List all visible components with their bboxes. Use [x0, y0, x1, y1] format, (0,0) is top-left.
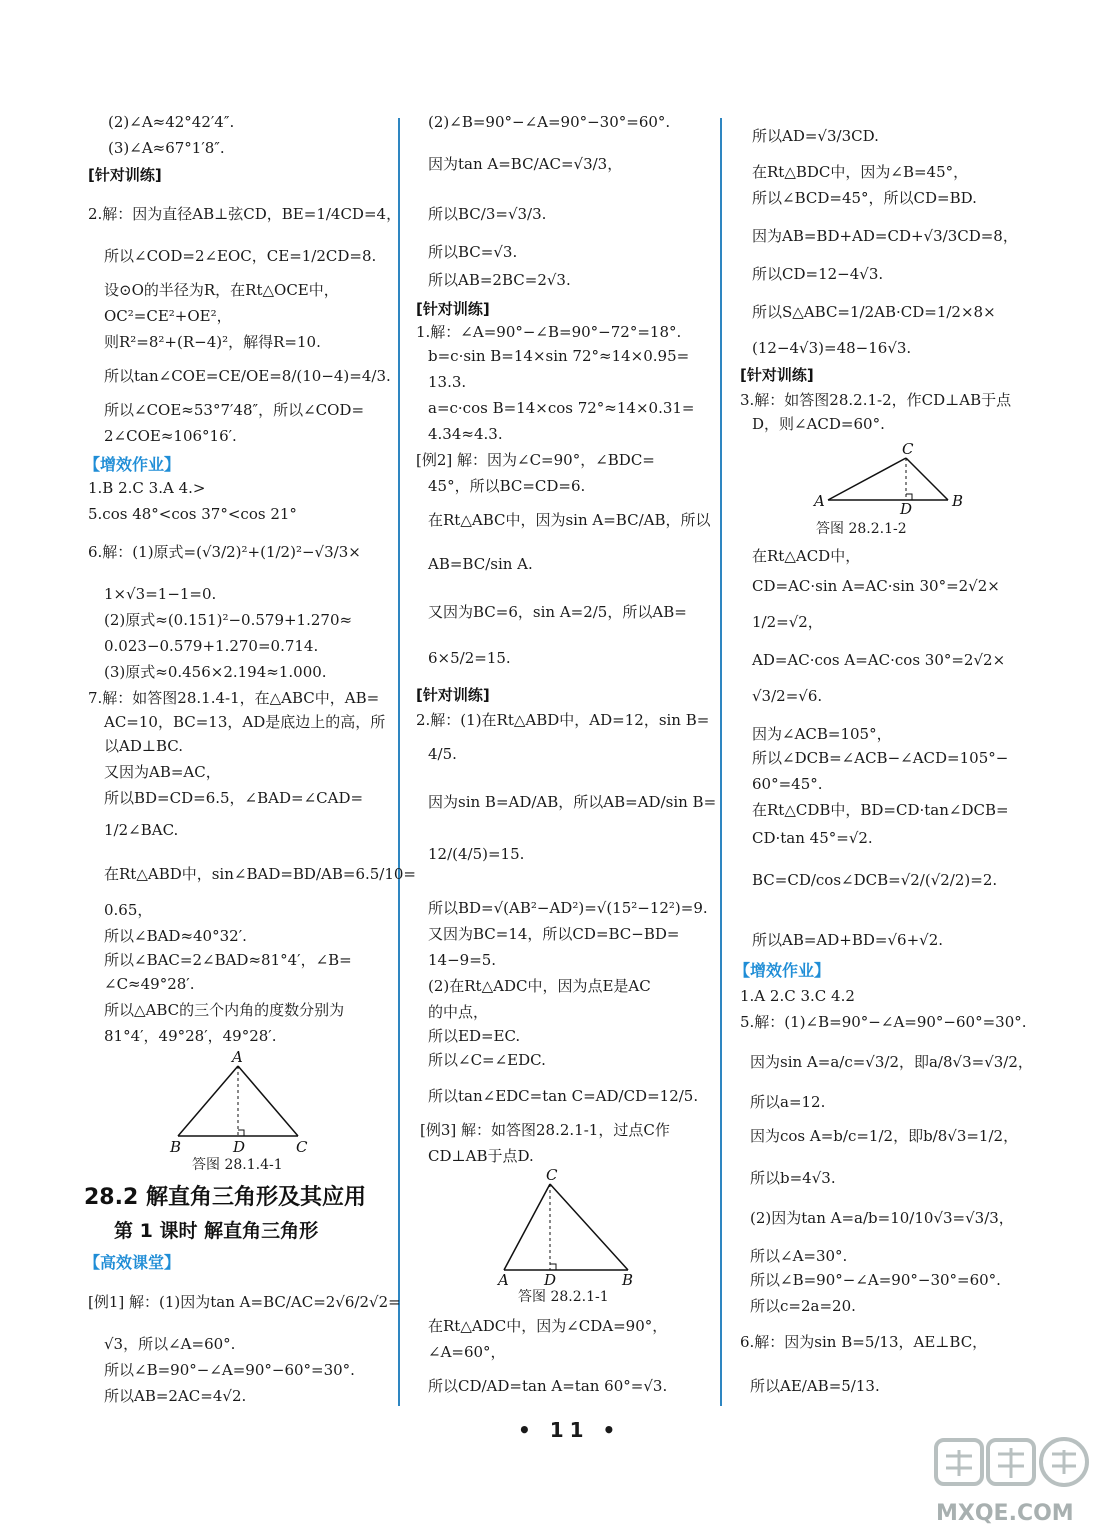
text-line: 60°=45°. [752, 775, 823, 793]
text-line: √3/2=√6. [752, 687, 823, 705]
text-line: 1.B 2.C 3.A 4.> [88, 479, 206, 497]
text-line: 所以CD/AD=tan A=tan 60°=√3. [428, 1377, 668, 1395]
text-line: (2)∠A≈42°42′4″. [108, 113, 235, 131]
text-line: 6.解：(1)原式=(√3/2)²+(1/2)²−√3/3× [88, 543, 361, 561]
triangle-figure [496, 1166, 646, 1289]
text-line: b=c·sin B=14×sin 72°≈14×0.95= [428, 347, 690, 365]
text-line: CD=AC·sin A=AC·sin 30°=2√2× [752, 577, 1000, 595]
section-tag: [针对训练] [416, 300, 490, 318]
text-line: 以AD⊥BC. [104, 737, 183, 755]
text-line: 13.3. [428, 373, 467, 391]
text-line: 2∠COE≈106°16′. [104, 427, 237, 445]
lesson-title: 第 1 课时 解直角三角形 [114, 1220, 319, 1242]
text-line: (2)原式≈(0.151)²−0.579+1.270≈ [104, 611, 353, 629]
text-line: (2)因为tan A=a/b=10/10√3=√3/3， [750, 1209, 1014, 1227]
text-line: 所以AB=2AC=4√2. [104, 1387, 247, 1405]
text-line: 又因为AB=AC， [104, 763, 221, 781]
text-line: √3，所以∠A=60°. [104, 1335, 236, 1353]
section-tag: [针对训练] [740, 366, 814, 384]
text-line: 在Rt△ACD中， [752, 547, 861, 565]
text-line: (12−4√3)=48−16√3. [752, 339, 912, 357]
text-line: 在Rt△ADC中，因为∠CDA=90°， [428, 1317, 668, 1335]
vertex-label: B [170, 1138, 182, 1156]
vertex-label: D [900, 500, 913, 518]
text-line: 在Rt△BDC中，因为∠B=45°， [752, 163, 969, 181]
text-line: 81°4′，49°28′，49°28′. [104, 1027, 277, 1045]
triangle-figure [814, 440, 974, 518]
text-line: 因为sin B=AD/AB，所以AB=AD/sin B= [428, 793, 717, 811]
text-line: (3)原式≈0.456×2.194≈1.000. [104, 663, 327, 681]
text-line: 4/5. [428, 745, 457, 763]
text-line: 所以∠BCD=45°，所以CD=BD. [752, 189, 977, 207]
text-line: 所以∠COE≈53°7′48″，所以∠COD= [104, 401, 365, 419]
text-line: OC²=CE²+OE²， [104, 307, 232, 325]
section-title: 28.2 解直角三角形及其应用 [84, 1185, 366, 1210]
text-line: 所以∠BAD≈40°32′. [104, 927, 247, 945]
text-line: 所以S△ABC=1/2AB·CD=1/2×8× [752, 303, 996, 321]
text-line: 因为∠ACB=105°， [752, 725, 892, 743]
vertex-label: D [544, 1271, 557, 1289]
text-line: 所以AB=2BC=2√3. [428, 271, 571, 289]
vertex-label: A [814, 492, 825, 510]
section-tag: 【高效课堂】 [84, 1253, 181, 1272]
figure-caption: 答图 28.2.1-1 [518, 1289, 609, 1305]
text-line: AB=BC/sin A. [428, 555, 533, 573]
text-line: 所以BC=√3. [428, 243, 518, 261]
text-line: 0.023−0.579+1.270=0.714. [104, 637, 319, 655]
text-line: 所以tan∠COE=CE/OE=8/(10−4)=4/3. [104, 367, 391, 385]
figure-caption: 答图 28.2.1-2 [816, 521, 907, 537]
text-line: 因为sin A=a/c=√3/2，即a/8√3=√3/2， [750, 1053, 1033, 1071]
vertex-label: B [952, 492, 964, 510]
text-line: 又因为BC=6，sin A=2/5，所以AB= [428, 603, 687, 621]
text-line: 所以b=4√3. [750, 1169, 836, 1187]
text-line: [例2] 解：因为∠C=90°，∠BDC= [416, 451, 655, 469]
column-divider-right [720, 118, 722, 1406]
text-line: 则R²=8²+(R−4)²，解得R=10. [104, 333, 321, 351]
text-line: 所以AD=√3/3CD. [752, 127, 879, 145]
text-line: 3.解：如答图28.2.1-2，作CD⊥AB于点 [740, 391, 1012, 409]
text-line: 的中点， [428, 1003, 489, 1021]
text-line: 0.65， [104, 901, 153, 919]
text-line: CD⊥AB于点D. [428, 1147, 534, 1165]
text-line: 因为cos A=b/c=1/2，即b/8√3=1/2， [750, 1127, 1019, 1145]
text-line: D，则∠ACD=60°. [752, 415, 885, 433]
vertex-label: C [546, 1166, 558, 1184]
text-line: 1.解：∠A=90°−∠B=90°−72°=18°. [416, 323, 682, 341]
text-line: 所以AE/AB=5/13. [750, 1377, 880, 1395]
vertex-label: A [232, 1048, 243, 1066]
text-line: a=c·cos B=14×cos 72°≈14×0.31= [428, 399, 695, 417]
text-line: (2)∠B=90°−∠A=90°−30°=60°. [428, 113, 671, 131]
text-line: 2.解：因为直径AB⊥弦CD，BE=1/4CD=4， [88, 205, 402, 223]
text-line: CD·tan 45°=√2. [752, 829, 873, 847]
text-line: 所以BC/3=√3/3. [428, 205, 547, 223]
text-line: 所以CD=12−4√3. [752, 265, 884, 283]
text-line: 7.解：如答图28.1.4-1，在△ABC中，AB= [88, 689, 380, 707]
text-line: 所以∠B=90°−∠A=90°−60°=30°. [104, 1361, 355, 1379]
text-line: 所以ED=EC. [428, 1027, 521, 1045]
section-tag: 【增效作业】 [734, 961, 831, 980]
text-line: 因为AB=BD+AD=CD+√3/3CD=8， [752, 227, 1018, 245]
text-line: 5.解：(1)∠B=90°−∠A=90°−60°=30°. [740, 1013, 1027, 1031]
text-line: 12/(4/5)=15. [428, 845, 525, 863]
text-line: 所以△ABC的三个内角的度数分别为 [104, 1001, 345, 1019]
text-line: 1×√3=1−1=0. [104, 585, 217, 603]
text-line: 45°，所以BC=CD=6. [428, 477, 586, 495]
text-line: 在Rt△ABC中，因为sin A=BC/AB，所以 [428, 511, 711, 529]
text-line: 在Rt△ABD中，sin∠BAD=BD/AB=6.5/10= [104, 865, 417, 883]
text-line: 14−9=5. [428, 951, 497, 969]
text-line: 4.34≈4.3. [428, 425, 503, 443]
figure-caption: 答图 28.1.4-1 [192, 1157, 283, 1173]
text-line: ∠C≈49°28′. [104, 975, 195, 993]
text-line: BC=CD/cos∠DCB=√2/(√2/2)=2. [752, 871, 998, 889]
text-line: 所以∠B=90°−∠A=90°−30°=60°. [750, 1271, 1001, 1289]
text-line: 6.解：因为sin B=5/13，AE⊥BC， [740, 1333, 988, 1351]
text-line: 在Rt△CDB中，BD=CD·tan∠DCB= [752, 801, 1009, 819]
text-line: [例1] 解：(1)因为tan A=BC/AC=2√6/2√2= [88, 1293, 401, 1311]
text-line: AD=AC·cos A=AC·cos 30°=2√2× [752, 651, 1006, 669]
text-line: 所以c=2a=20. [750, 1297, 856, 1315]
text-line: 因为tan A=BC/AC=√3/3， [428, 155, 623, 173]
page-number: • 11 • [518, 1418, 622, 1442]
text-line: 1.A 2.C 3.C 4.2 [740, 987, 855, 1005]
text-line: 又因为BC=14，所以CD=BC−BD= [428, 925, 680, 943]
column-divider-left [398, 118, 400, 1406]
text-line: 1/2∠BAC. [104, 821, 179, 839]
text-line: [例3] 解：如答图28.2.1-1，过点C作 [420, 1121, 670, 1139]
vertex-label: C [296, 1138, 308, 1156]
triangle-figure [170, 1048, 320, 1156]
text-line: 所以a=12. [750, 1093, 826, 1111]
text-line: 所以∠COD=2∠EOC，CE=1/2CD=8. [104, 247, 377, 265]
text-line: 所以∠BAC=2∠BAD≈81°4′，∠B= [104, 951, 352, 969]
text-line: AC=10，BC=13，AD是底边上的高，所 [104, 713, 386, 731]
text-line: 设⊙O的半径为R，在Rt△OCE中， [104, 281, 339, 299]
vertex-label: A [498, 1271, 509, 1289]
text-line: 所以∠DCB=∠ACB−∠ACD=105°− [752, 749, 1009, 767]
text-line: 所以AB=AD+BD=√6+√2. [752, 931, 944, 949]
text-line: (2)在Rt△ADC中，因为点E是AC [428, 977, 651, 995]
text-line: ∠A=60°， [428, 1343, 506, 1361]
text-line: 所以tan∠EDC=tan C=AD/CD=12/5. [428, 1087, 699, 1105]
watermark-url: MXQE.COM [936, 1501, 1074, 1526]
section-tag: [针对训练] [88, 166, 162, 184]
text-line: 所以BD=√(AB²−AD²)=√(15²−12²)=9. [428, 899, 708, 917]
watermark-logo [930, 1436, 1100, 1528]
section-tag: 【增效作业】 [84, 455, 181, 474]
text-line: 所以BD=CD=6.5，∠BAD=∠CAD= [104, 789, 364, 807]
vertex-label: C [902, 440, 914, 458]
text-line: (3)∠A≈67°1′8″. [108, 139, 225, 157]
vertex-label: D [233, 1138, 246, 1156]
text-line: 6×5/2=15. [428, 649, 511, 667]
section-tag: [针对训练] [416, 686, 490, 704]
text-line: 5.cos 48°<cos 37°<cos 21° [88, 505, 297, 523]
vertex-label: B [622, 1271, 634, 1289]
text-line: 1/2=√2， [752, 613, 823, 631]
text-line: 所以∠A=30°. [750, 1247, 848, 1265]
text-line: 2.解：(1)在Rt△ABD中，AD=12，sin B= [416, 711, 710, 729]
text-line: 所以∠C=∠EDC. [428, 1051, 546, 1069]
